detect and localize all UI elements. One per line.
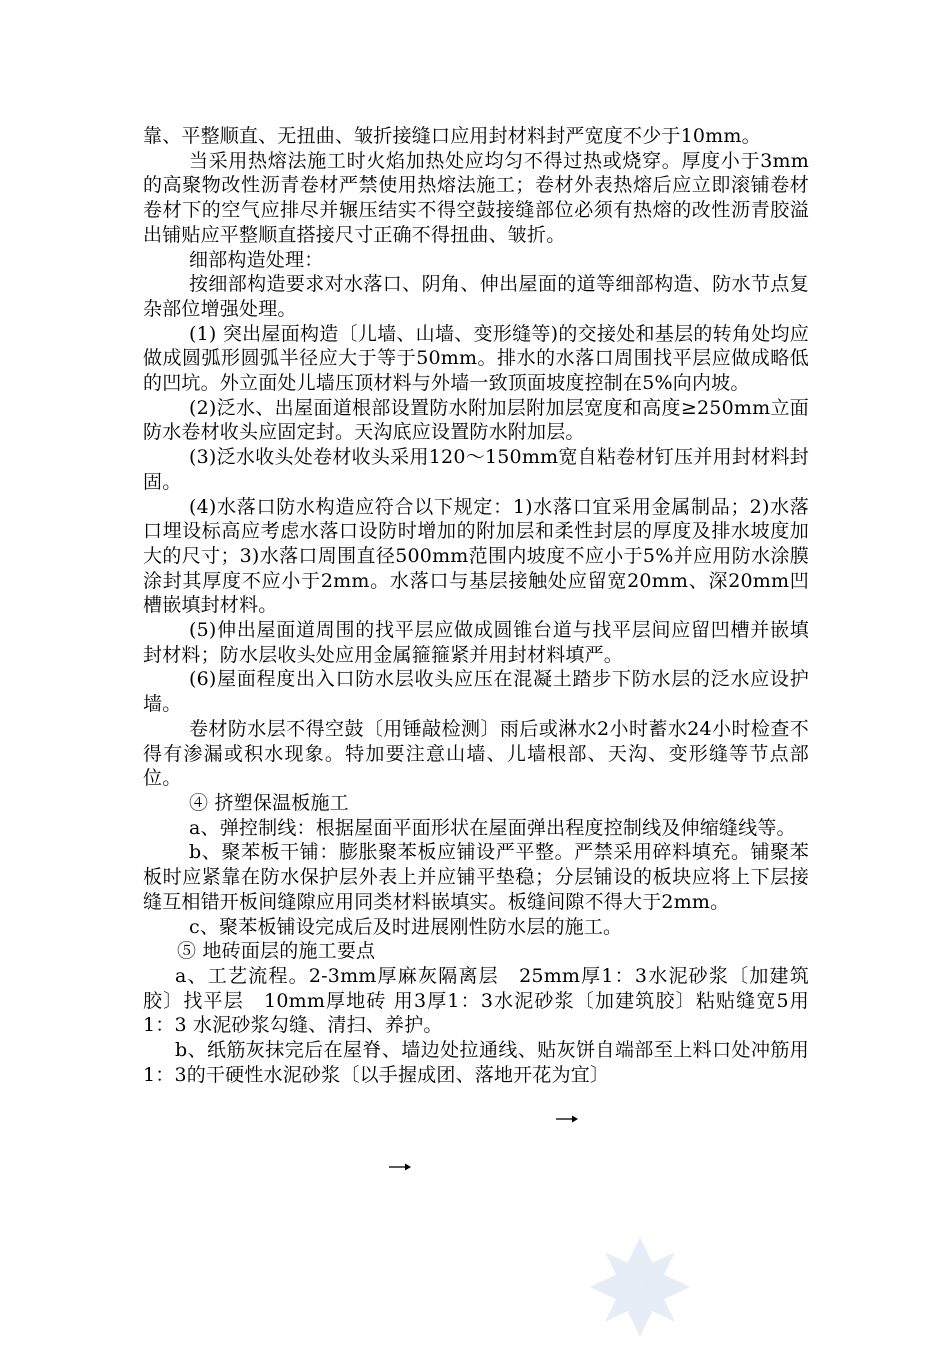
paragraph: (4)水落口防水构造应符合以下规定：1)水落口宜采用金属制品；2)水落口埋设标高应考虑水落口设防时增加的附加层和柔性封层的厚度及排水坡度加大的尺寸；3)水落口周围直径500mm范围内坡度不应小于5%并应用防水涂膜涂封其厚度不应小于2mm。水落口与基层接触处应留宽20mm、深20mm凹槽嵌填封材料。 xyxy=(143,495,809,617)
paragraph: (2)泛水、出屋面道根部设置防水附加层附加层宽度和高度≥250mm立面防水卷材收头应固定封。天沟底应设置防水附加层。 xyxy=(143,396,809,444)
paragraph: a、工艺流程。2-3mm厚麻灰隔离层 25mm厚1：3水泥砂浆〔加建筑胶〕找平层 10mm厚地砖 用3厚1：3水泥砂浆〔加建筑胶〕粘贴缝宽5用1：3 水泥砂浆勾缝、清扫、养护。 xyxy=(143,964,809,1037)
paragraph: ⑤ 地砖面层的施工要点 xyxy=(177,940,376,963)
paragraph: (6)屋面程度出入口防水层收头应压在混凝土踏步下防水层的泛水应设护墙。 xyxy=(143,668,809,716)
paragraph: b、聚苯板干铺：膨胀聚苯板应铺设严平整。严禁采用碎料填充。铺聚苯板时应紧靠在防水保护层外表上并应铺平垫稳；分层铺设的板块应将上下层接缝互相错开板间缝隙应用同类材料嵌填实。板缝间隙不得大于2mm。 xyxy=(143,841,809,913)
snowflake-watermark-icon xyxy=(585,1232,695,1342)
paragraph: 靠、平整顺直、无扭曲、皱折接缝口应用封材料封严宽度不少于10mm。 xyxy=(143,125,761,147)
paragraph: (1) 突出屋面构造〔儿墙、山墙、变形缝等)的交接处和基层的转角处均应做成圆弧形圆弧半径应大于等于50mm。排水的水落口周围找平层应做成略低的凹坑。外立面处儿墙压顶材料与外墙一致顶面坡度控制在5%向内坡。 xyxy=(143,322,809,395)
paragraph: ④ 挤塑保温板施工 xyxy=(189,791,349,814)
paragraph: c、聚苯板铺设完成后及时进展刚性防水层的施工。 xyxy=(189,915,623,938)
paragraph: a、弹控制线：根据屋面平面形状在屋面弹出程度控制线及伸缩缝线等。 xyxy=(189,816,796,839)
paragraph: b、纸筋灰抹完后在屋脊、墙边处拉通线、贴灰饼自端部至上料口处冲筋用1：3的干硬性水泥砂浆〔以手握成团、落地开花为宜〕 xyxy=(143,1039,809,1086)
paragraph: 当采用热熔法施工时火焰加热处应均匀不得过热或烧穿。厚度小于3mm的高聚物改性沥青卷材严禁使用热熔法施工；卷材外表热熔后应立即滚铺卷材卷材下的空气应排尽并辗压结实不得空鼓接缝部位必须有热熔的改性沥青胶溢出铺贴应平整顺直搭接尺寸正确不得扭曲、皱折。 xyxy=(143,149,809,246)
document-body xyxy=(143,124,809,1087)
paragraph: 按细部构造要求对水落口、阴角、伸出屋面的道等细部构造、防水节点复杂部位增强处理。 xyxy=(143,273,809,320)
paragraph: 细部构造处理： xyxy=(189,248,324,271)
flow-arrow-icon xyxy=(556,1114,578,1124)
flow-arrow-icon xyxy=(389,1162,411,1172)
paragraph: (3)泛水收头处卷材收头采用120～150mm宽自粘卷材钉压并用封材料封固。 xyxy=(143,446,809,493)
paragraph: 卷材防水层不得空鼓〔用锤敲检测〕雨后或淋水2小时蓄水24小时检查不得有渗漏或积水现象。特加要注意山墙、儿墙根部、天沟、变形缝等节点部位。 xyxy=(143,717,809,790)
paragraph: (5)伸出屋面道周围的找平层应做成圆锥台道与找平层间应留凹槽并嵌填封材料；防水层收头处应用金属箍箍紧并用封材料填严。 xyxy=(143,619,809,666)
